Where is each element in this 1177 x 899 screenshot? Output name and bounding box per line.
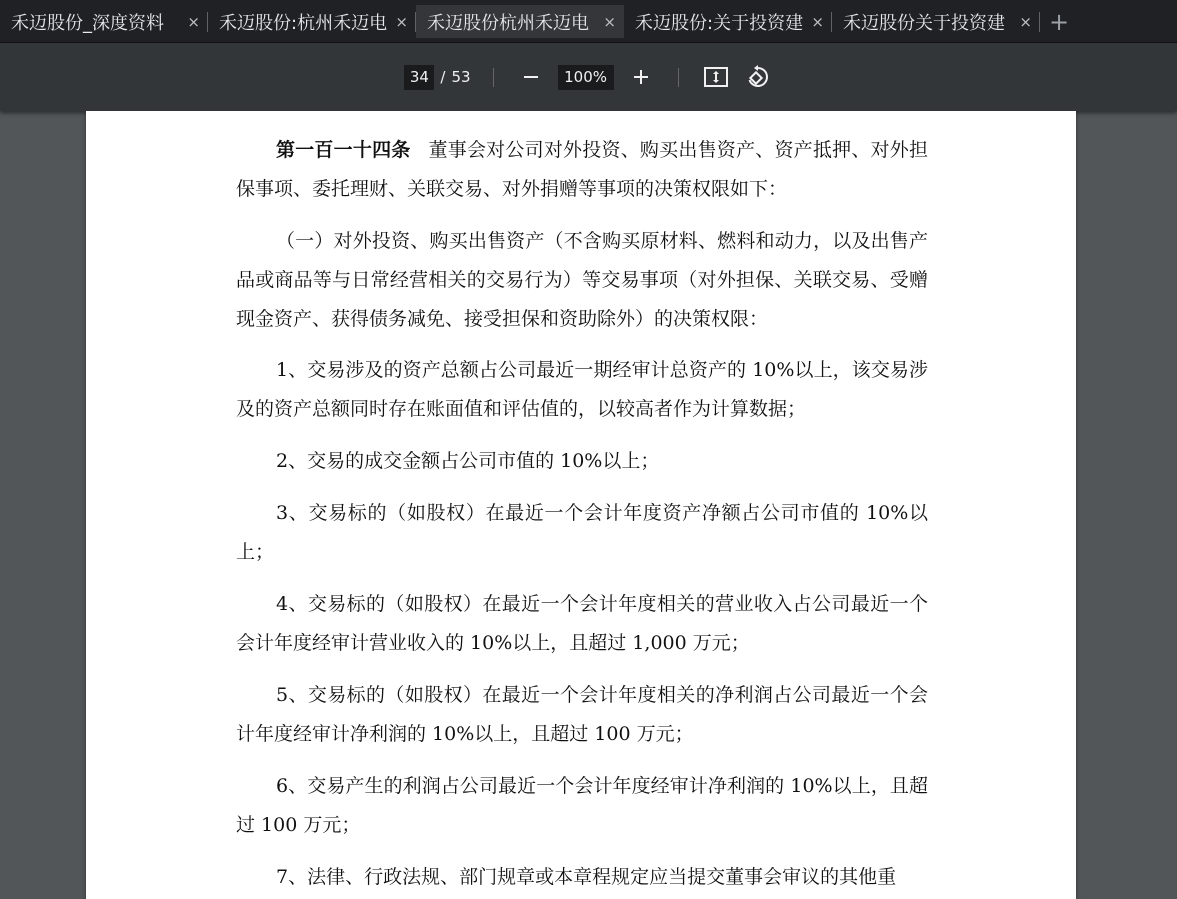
tab-title: 禾迈股份杭州禾迈电 <box>427 12 589 34</box>
toolbar-divider <box>493 68 494 87</box>
close-icon[interactable]: × <box>395 12 408 31</box>
rotate-button[interactable] <box>743 62 773 92</box>
pdf-toolbar <box>0 43 1177 111</box>
close-icon[interactable]: × <box>811 12 824 31</box>
page-number-input[interactable] <box>404 65 434 90</box>
document-viewer[interactable] <box>0 111 1177 899</box>
tab-2[interactable] <box>208 0 416 43</box>
tab-title: 禾迈股份关于投资建 <box>843 12 1005 34</box>
doc-paragraph: （一）对外投资、购买出售资产（不含购买原材料、燃料和动力，以及出售产品或商品等与日常经营相关的交易行为）等交易事项（对外担保、关联交易、受赠现金资产、获得债务减免、接受担保和资助除外）的决策权限： <box>236 230 928 330</box>
tab-title: 禾迈股份_深度资料 <box>11 12 164 34</box>
close-icon[interactable]: × <box>1019 12 1032 31</box>
tab-title: 禾迈股份:关于投资建 <box>635 12 804 34</box>
page-total: 53 <box>451 68 471 86</box>
view-controls <box>701 62 773 92</box>
doc-paragraph: 5、交易标的（如股权）在最近一个会计年度相关的净利润占公司最近一个会计年度经审计净利润的 10%以上，且超过 100 万元； <box>236 684 928 745</box>
paragraph-text: 董事会对公司对外投资、购买出售资产、资产抵押、对外担保事项、委托理财、关联交易、对外捐赠等事项的决策权限如下： <box>236 139 928 200</box>
tab-4[interactable] <box>624 0 832 43</box>
doc-paragraph: 4、交易标的（如股权）在最近一个会计年度相关的营业收入占公司最近一个会计年度经审计营业收入的 10%以上，且超过 1,000 万元； <box>236 593 928 654</box>
plus-icon <box>633 69 649 85</box>
pdf-page <box>86 111 1076 899</box>
close-icon[interactable]: × <box>187 12 200 31</box>
doc-paragraph: 1、交易涉及的资产总额占公司最近一期经审计总资产的 10%以上，该交易涉及的资产总额同时存在账面值和评估值的，以较高者作为计算数据； <box>236 359 928 420</box>
page-navigation <box>404 65 470 90</box>
tab-strip <box>0 0 1177 43</box>
doc-paragraph: 3、交易标的（如股权）在最近一个会计年度资产净额占公司市值的 10%以上； <box>236 502 928 563</box>
minus-icon <box>523 69 539 85</box>
doc-paragraph: 6、交易产生的利润占公司最近一个会计年度经审计净利润的 10%以上，且超过 100 万元； <box>236 775 928 836</box>
doc-paragraph <box>236 131 928 209</box>
toolbar-divider <box>678 68 679 87</box>
zoom-out-button[interactable] <box>516 62 546 92</box>
tab-3-active[interactable] <box>416 5 624 38</box>
article-number: 第一百一十四条 <box>276 139 411 161</box>
fit-page-icon <box>704 67 728 87</box>
tab-5[interactable] <box>832 0 1040 43</box>
close-icon[interactable]: × <box>603 12 616 31</box>
zoom-in-button[interactable] <box>626 62 656 92</box>
new-tab-button[interactable]: + <box>1048 7 1070 36</box>
rotate-icon <box>746 65 770 89</box>
doc-paragraph: 2、交易的成交金额占公司市值的 10%以上； <box>276 450 660 472</box>
tab-1[interactable] <box>0 0 208 43</box>
zoom-level-input[interactable] <box>558 65 614 90</box>
tab-title: 禾迈股份:杭州禾迈电 <box>219 12 388 34</box>
fit-to-page-button[interactable] <box>701 62 731 92</box>
page-separator: / <box>440 68 446 86</box>
zoom-controls <box>516 62 656 92</box>
doc-paragraph: 7、法律、行政法规、部门规章或本章程规定应当提交董事会审议的其他重 <box>276 866 897 888</box>
